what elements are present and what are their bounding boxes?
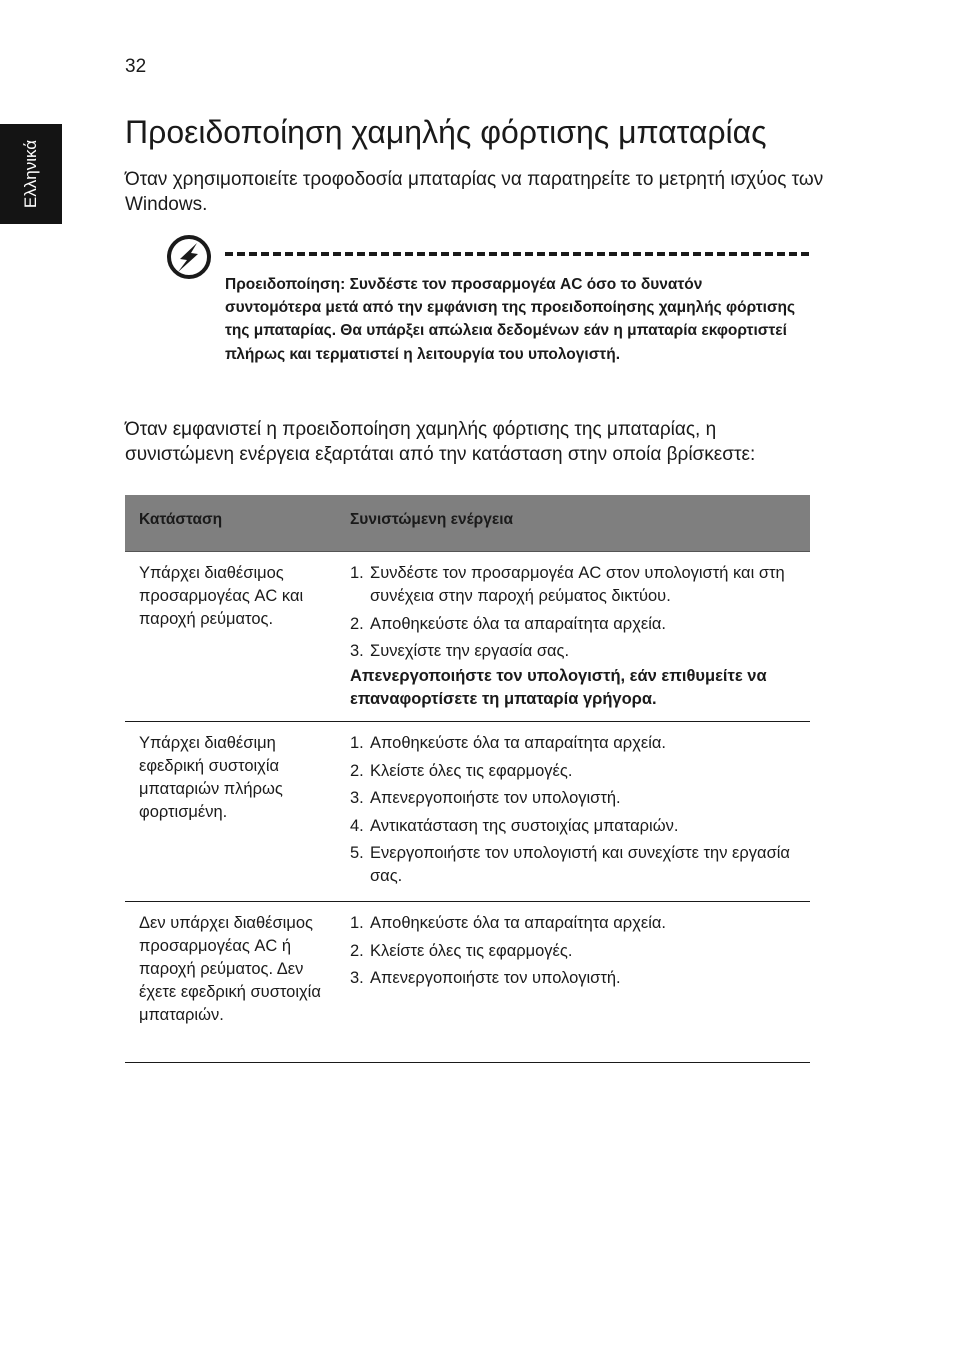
header-action: Συνιστώμενη ενέργεια — [350, 511, 514, 528]
intro-paragraph: Όταν χρησιμοποιείτε τροφοδοσία μπαταρίας να παρατηρείτε το μετρητή ισχύος των Windows. — [125, 169, 824, 215]
page-number: 32 — [125, 56, 147, 77]
warning-text: Προειδοποίηση: Συνδέστε τον προσαρμογέα AC όσο το δυνατόν συντομότερα μετά από την εμφάνιση της προειδοποίησης χαμηλής φόρτισης της μπαταρίας. Θα υπάρξει απώλεια δεδομένων εάν η μπαταρία εκφορτιστεί πλήρως και τερματιστεί η λειτουργία του υπολογιστή. — [225, 276, 796, 363]
step-item: 1. Συνδέστε τον προσαρμογέα AC στον υπολογιστή και στη συνέχεια στην παροχή ρεύματος δικτύου. — [350, 564, 785, 605]
step-item: 2. Κλείστε όλες τις εφαρμογές. — [350, 761, 573, 780]
step-item: 3. Απενεργοποιήστε τον υπολογιστή. — [350, 789, 621, 807]
action-cell — [350, 562, 800, 711]
language-tab — [0, 124, 62, 224]
page-title: Προειδοποίηση χαμηλής φόρτισης μπαταρίας — [125, 114, 767, 150]
step-item: 1. Αποθηκεύστε όλα τα απαραίτητα αρχεία. — [350, 734, 667, 752]
step-item: 4. Αντικατάσταση της συστοιχίας μπαταριών. — [350, 816, 679, 835]
step-item: 2. Κλείστε όλες τις εφαρμογές. — [350, 941, 573, 960]
table-row — [125, 552, 810, 722]
table-row — [125, 722, 810, 902]
language-tab-label: Ελληνικά — [21, 139, 40, 209]
state-cell: Υπάρχει διαθέσιμη εφεδρική συστοιχία μπαταριών πλήρως φορτισμένη. — [139, 734, 283, 821]
step-item: 5. Ενεργοποιήστε τον υπολογιστή και συνεχίστε την εργασία σας. — [350, 844, 790, 885]
action-cell — [350, 912, 800, 995]
warning-divider — [225, 252, 809, 256]
lead-paragraph: Όταν εμφανιστεί η προειδοποίηση χαμηλής φόρτισης της μπαταρίας, η συνιστώμενη ενέργεια εξαρτάται από την κατάσταση στην οποία βρίσκεστε: — [125, 419, 756, 465]
lightning-warning-icon — [166, 234, 212, 280]
step-item: 1. Αποθηκεύστε όλα τα απαραίτητα αρχεία. — [350, 914, 667, 932]
bold-note: Απενεργοποιήστε τον υπολογιστή, εάν επιθυμείτε να επαναφορτίσετε τη μπαταρία γρήγορα. — [350, 666, 767, 708]
recommended-actions-table — [125, 495, 810, 1063]
header-state: Κατάσταση — [139, 511, 223, 528]
step-item: 3. Απενεργοποιήστε τον υπολογιστή. — [350, 969, 621, 987]
table-header — [125, 495, 810, 552]
step-item: 2. Αποθηκεύστε όλα τα απαραίτητα αρχεία. — [350, 614, 667, 633]
table-row — [125, 902, 810, 1063]
action-cell — [350, 732, 800, 893]
state-cell: Δεν υπάρχει διαθέσιμος προσαρμογέας AC ή παροχή ρεύματος. Δεν έχετε εφεδρική συστοιχία μπαταριών. — [139, 914, 321, 1024]
state-cell: Υπάρχει διαθέσιμος προσαρμογέας AC και παροχή ρεύματος. — [139, 564, 304, 628]
step-item: 3. Συνεχίστε την εργασία σας. — [350, 642, 570, 660]
